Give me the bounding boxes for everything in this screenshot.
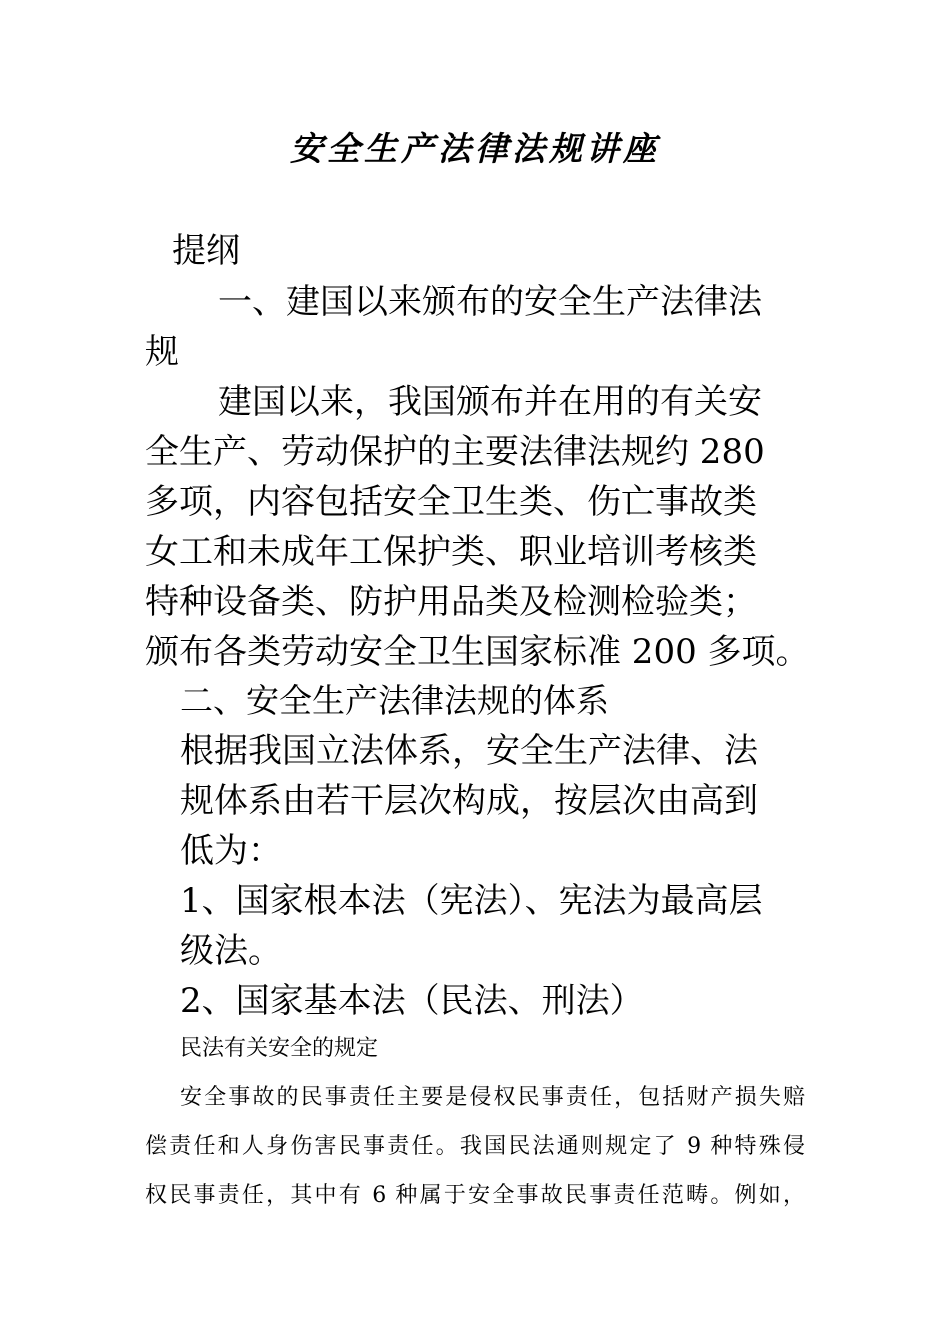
list-item-1-line: 1、国家根本法（宪法）、宪法为最高层 [180,881,763,921]
section1-body-line: 女工和未成年工保护类、职业培训考核类 [145,532,757,572]
civil-law-line: 安全事故的民事责任主要是侵权民事责任，包括财产损失赔 [180,1085,805,1110]
document-title: 安全生产法律法规讲座 [290,129,660,168]
section2-body-line: 规体系由若干层次构成，按层次由高到 [180,781,758,821]
section1-body-line: 全生产、劳动保护的主要法律法规约 280 [145,432,765,472]
civil-law-heading: 民法有关安全的规定 [180,1036,379,1061]
section1-heading-line1: 一、建国以来颁布的安全生产法律法 [218,282,762,322]
list-item-1-line: 级法。 [180,931,282,971]
section1-body-line: 多项，内容包括安全卫生类、伤亡事故类 [145,482,757,522]
section1-heading-line2: 规 [145,332,179,372]
civil-law-line: 偿责任和人身伤害民事责任。我国民法通则规定了 9 种特殊侵 [145,1134,805,1159]
section1-body-line: 颁布各类劳动安全卫生国家标准 200 多项。 [145,632,810,672]
section2-body-line: 根据我国立法体系，安全生产法律、法 [180,731,758,771]
section1-body-line: 特种设备类、防护用品类及检测检验类； [145,582,757,622]
section2-body-line: 低为： [180,831,282,871]
list-item-2: 2、国家基本法（民法、刑法） [180,981,644,1021]
outline-label: 提纲 [172,231,240,271]
section1-body-line: 建国以来，我国颁布并在用的有关安 [218,382,762,422]
civil-law-line: 权民事责任，其中有 6 种属于安全事故民事责任范畴。例如， [145,1183,805,1208]
section2-heading: 二、安全生产法律法规的体系 [180,681,609,720]
